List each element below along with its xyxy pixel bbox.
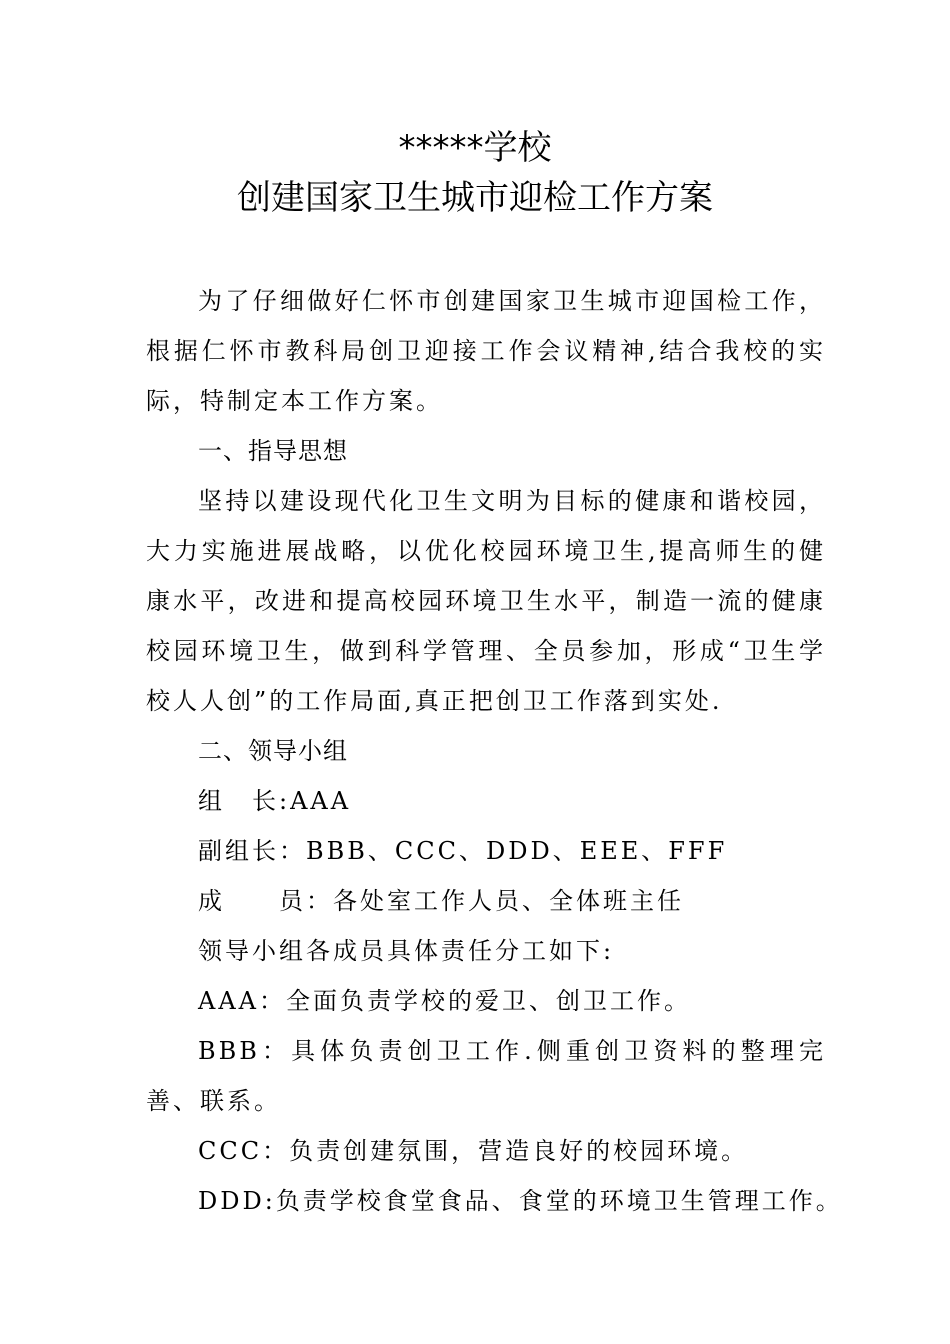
guiding-thought-paragraph: 坚持以建设现代化卫生文明为目标的健康和谐校园，大力实施进展战略，以优化校园环境卫生,提高师生的健康水平，改进和提高校园环境卫生水平，制造一流的健康校园环境卫生，做到科学管理、全员参加，形成“卫生学校人人创”的工作局面,真正把创卫工作落到实处. — [146, 487, 826, 715]
document-title-plan: 创建国家卫生城市迎检工作方案 — [237, 178, 713, 218]
intro-paragraph: 为了仔细做好仁怀市创建国家卫生城市迎国检工作，根据仁怀市教科局创卫迎接工作会议精神,结合我校的实际，特制定本工作方案。 — [146, 287, 826, 415]
group-leader-line: 组 长:AAA — [198, 787, 352, 815]
division-intro-line: 领导小组各成员具体责任分工如下: — [198, 937, 615, 965]
duty-bbb-paragraph: BBB：具体负责创卫工作.侧重创卫资料的整理完善、联系。 — [146, 1037, 826, 1115]
section-heading-guiding-thought: 一、指导思想 — [198, 437, 348, 465]
document-body — [146, 276, 843, 1226]
deputy-leaders-line: 副组长：BBB、CCC、DDD、EEE、FFF — [198, 837, 728, 865]
duty-ddd-line: DDD:负责学校食堂食品、食堂的环境卫生管理工作。 — [198, 1187, 843, 1215]
duty-ccc-line: CCC：负责创建氛围，营造良好的校园环境。 — [198, 1137, 749, 1165]
members-line: 成 员：各处室工作人员、全体班主任 — [198, 887, 684, 915]
document-title-school: *****学校 — [398, 128, 552, 168]
section-heading-leadership-group: 二、领导小组 — [198, 737, 348, 765]
duty-aaa-line: AAA：全面负责学校的爱卫、创卫工作。 — [198, 987, 691, 1015]
